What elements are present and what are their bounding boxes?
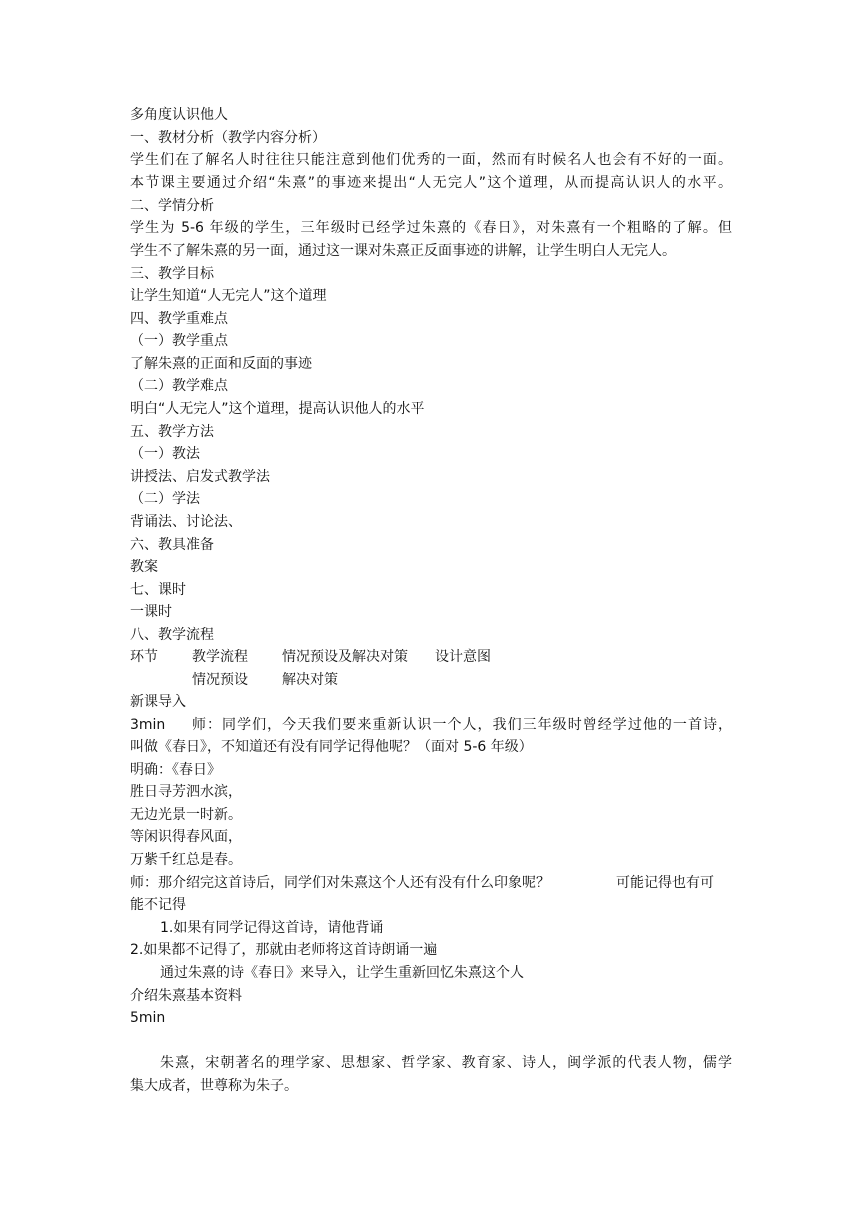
section-heading-teaching-flow: 八、教学流程 xyxy=(130,627,214,643)
section-heading-teaching-methods: 五、教学方法 xyxy=(130,424,214,440)
table-subheader-preset: 情况预设 xyxy=(192,672,248,688)
segment-time: 3min xyxy=(130,717,166,733)
paragraph-line: 让学生知道“人无完人”这个道理 xyxy=(130,288,327,304)
paragraph-line: 背诵法、讨论法、 xyxy=(130,514,242,530)
section-heading-teaching-goals: 三、教学目标 xyxy=(130,266,214,282)
paragraph-line: 讲授法、启发式教学法 xyxy=(130,469,270,485)
section-heading-textbook-analysis: 一、教材分析（教学内容分析） xyxy=(130,130,326,146)
intent-line: 通过朱熹的诗《春日》来导入，让学生重新回忆朱熹这个人 xyxy=(160,965,524,981)
section-heading-student-analysis: 二、学情分析 xyxy=(130,198,214,214)
subheading: （二）学法 xyxy=(130,491,200,507)
paragraph-line: 学生不了解朱熹的另一面，通过这一课对朱熹正反面事迹的讲解，让学生明白人无完人。 xyxy=(130,243,676,259)
table-header-plan: 情况预设及解决对策 xyxy=(282,649,408,665)
section-heading-periods: 七、课时 xyxy=(130,582,186,598)
paragraph-line: 教案 xyxy=(130,559,158,575)
solution-line: 1.如果有同学记得这首诗，请他背诵 xyxy=(160,920,384,936)
question-line: 师：那介绍完这首诗后，同学们对朱熹这个人还有没有什么印象呢？ xyxy=(130,875,550,891)
table-subheader-solution: 解决对策 xyxy=(282,672,338,688)
section-heading-key-points: 四、教学重难点 xyxy=(130,311,228,327)
section-heading-materials: 六、教具准备 xyxy=(130,537,214,553)
preset-text: 可能记得也有可 xyxy=(616,875,714,891)
poem-line: 等闲识得春风面， xyxy=(130,829,242,845)
poem-line: 无边光景一时新。 xyxy=(130,807,242,823)
segment-name: 新课导入 xyxy=(130,694,186,710)
paragraph-line: 集大成者，世尊称为朱子。 xyxy=(130,1078,298,1094)
segment-time: 5min xyxy=(130,1010,166,1026)
solution-line: 2.如果都不记得了，那就由老师将这首诗朗诵一遍 xyxy=(130,942,438,958)
teacher-line: 师：同学们，今天我们要来重新认识一个人，我们三年级时曾经学过他的一首诗， xyxy=(192,717,732,733)
clarify-line: 明确：《春日》 xyxy=(130,762,221,778)
paragraph-line: 明白“人无完人”这个道理，提高认识他人的水平 xyxy=(130,401,425,417)
segment-name: 介绍朱熹基本资料 xyxy=(130,988,242,1004)
teacher-line: 叫做《春日》，不知道还有没有同学记得他呢？（面对 5-6 年级） xyxy=(130,739,533,755)
table-header-intent: 设计意图 xyxy=(435,649,491,665)
paragraph-line: 学生们在了解名人时往往只能注意到他们优秀的一面，然而有时候名人也会有不好的一面。 xyxy=(130,152,732,168)
subheading: （二）教学难点 xyxy=(130,378,228,394)
document-title: 多角度认识他人 xyxy=(130,107,228,123)
poem-line: 万紫千红总是春。 xyxy=(130,852,242,868)
table-header-segment: 环节 xyxy=(130,649,158,665)
poem-line: 胜日寻芳泗水滨， xyxy=(130,784,242,800)
paragraph-line: 朱熹，宋朝著名的理学家、思想家、哲学家、教育家、诗人，闽学派的代表人物，儒学 xyxy=(160,1055,732,1071)
preset-text: 能不记得 xyxy=(130,897,186,913)
subheading: （一）教学重点 xyxy=(130,333,228,349)
paragraph-line: 了解朱熹的正面和反面的事迹 xyxy=(130,356,312,372)
subheading: （一）教法 xyxy=(130,446,200,462)
paragraph-line: 一课时 xyxy=(130,604,172,620)
paragraph-line: 本节课主要通过介绍“朱熹”的事迹来提出“人无完人”这个道理，从而提高认识人的水平。 xyxy=(130,175,732,191)
table-header-flow: 教学流程 xyxy=(192,649,248,665)
paragraph-line: 学生为 5-6 年级的学生，三年级时已经学过朱熹的《春日》，对朱熹有一个粗略的了解。但 xyxy=(130,220,732,236)
